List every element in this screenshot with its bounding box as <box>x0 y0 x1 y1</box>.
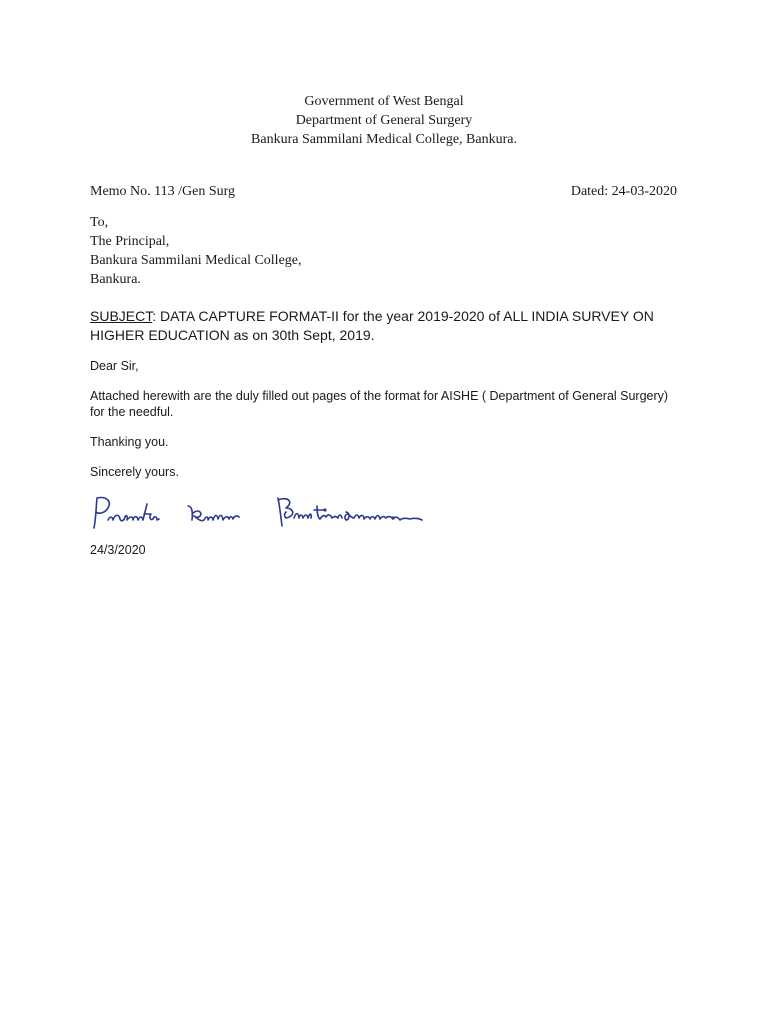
letterhead <box>0 92 768 149</box>
closing-line: Sincerely yours. <box>90 465 179 479</box>
memo-number: Memo No. 113 /Gen Surg <box>90 184 236 199</box>
thanks-line: Thanking you. <box>90 435 169 449</box>
address-place: Bankura. <box>90 272 141 287</box>
address-institution: Bankura Sammilani Medical College, <box>90 253 302 268</box>
subject-line <box>90 307 680 345</box>
memo-date: Dated: 24-03-2020 <box>570 184 677 199</box>
handwritten-signature <box>88 492 428 532</box>
memo-line <box>90 182 677 201</box>
address-recipient: The Principal, <box>90 234 170 249</box>
signature-date: 24/3/2020 <box>90 543 146 557</box>
letter-body: Attached herewith are the duly filled out pages of the format for AISHE ( Department of General Surgery) for the needful. <box>90 389 669 419</box>
letterhead-college: Bankura Sammilani Medical College, Bankura. <box>251 132 517 147</box>
address-to: To, <box>90 215 109 230</box>
subject-label: SUBJECT <box>90 308 153 324</box>
recipient-address <box>90 213 302 289</box>
letterhead-department: Department of General Surgery <box>295 113 473 128</box>
letterhead-government: Government of West Bengal <box>304 94 464 109</box>
salutation: Dear Sir, <box>90 359 139 373</box>
subject-text: : DATA CAPTURE FORMAT-II for the year 2019-2020 of ALL INDIA SURVEY ON HIGHER EDUCATION as on 30th Sept, 2019. <box>90 308 654 343</box>
